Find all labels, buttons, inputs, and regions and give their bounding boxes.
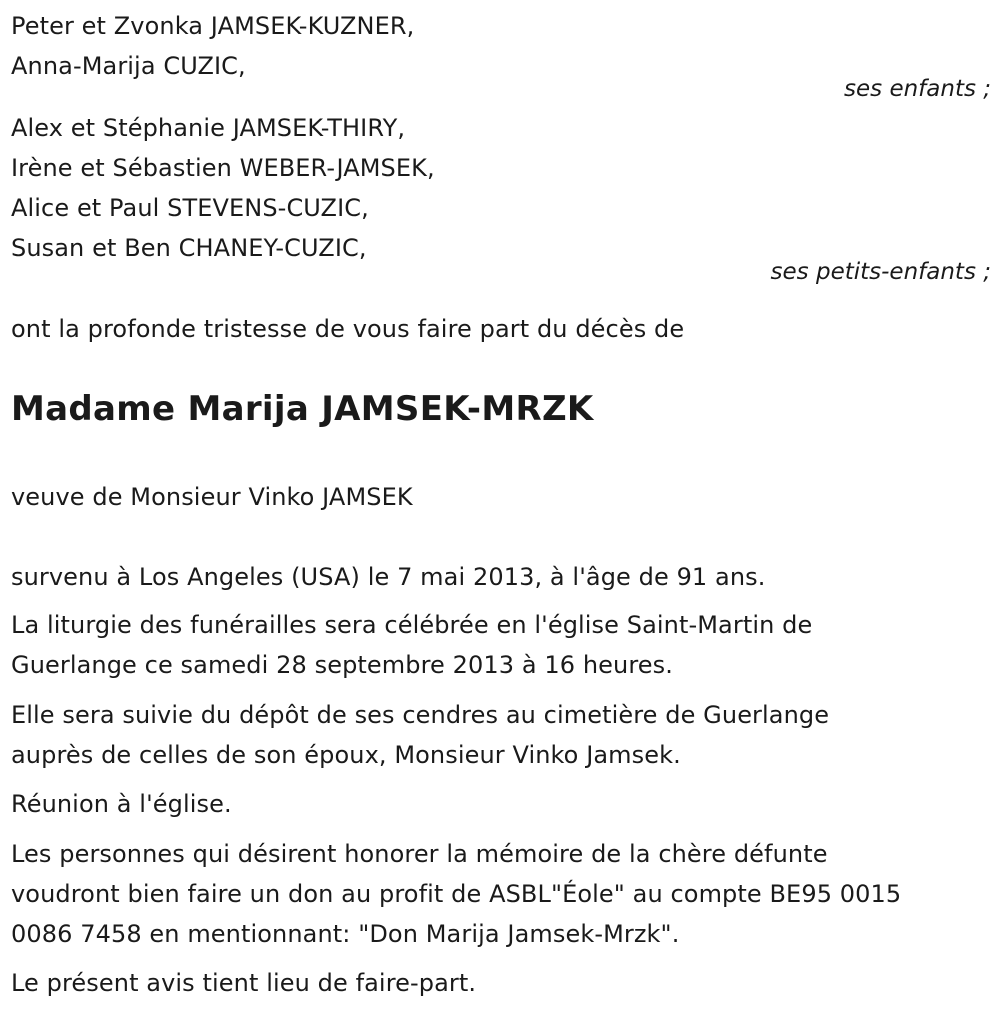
child-line-1: Peter et Zvonka JAMSEK-KUZNER,	[11, 12, 415, 40]
grandchild-line-3: Alice et Paul STEVENS-CUZIC,	[11, 194, 369, 222]
grandchild-line-4: Susan et Ben CHANEY-CUZIC,	[11, 234, 367, 262]
liturgy-line-2: Guerlange ce samedi 28 septembre 2013 à 16 heures.	[11, 651, 673, 679]
children-label: ses enfants ;	[844, 76, 991, 102]
death-details: survenu à Los Angeles (USA) le 7 mai 2013, à l'âge de 91 ans.	[11, 563, 766, 591]
grandchild-line-2: Irène et Sébastien WEBER-JAMSEK,	[11, 154, 435, 182]
obituary-notice	[11, 0, 991, 1019]
donation-line-2: voudront bien faire un don au profit de ASBL"Éole" au compte BE95 0015	[11, 880, 902, 908]
child-line-2: Anna-Marija CUZIC,	[11, 52, 246, 80]
ashes-line-2: auprès de celles de son époux, Monsieur Vinko Jamsek.	[11, 741, 681, 769]
ashes-line-1: Elle sera suivie du dépôt de ses cendres au cimetière de Guerlange	[11, 701, 830, 729]
deceased-name: Madame Marija JAMSEK-MRZK	[11, 389, 594, 429]
grandchildren-label: ses petits-enfants ;	[770, 259, 991, 285]
donation-line-3: 0086 7458 en mentionnant: "Don Marija Jamsek-Mrzk".	[11, 920, 680, 948]
closing-text: Le présent avis tient lieu de faire-part.	[11, 969, 477, 997]
widow-of-text: veuve de Monsieur Vinko JAMSEK	[11, 483, 413, 511]
meeting-text: Réunion à l'église.	[11, 790, 232, 818]
grandchild-line-1: Alex et Stéphanie JAMSEK-THIRY,	[11, 114, 406, 142]
announcement-text: ont la profonde tristesse de vous faire part du décès de	[11, 315, 685, 343]
liturgy-line-1: La liturgie des funérailles sera célébrée en l'église Saint-Martin de	[11, 611, 813, 639]
donation-line-1: Les personnes qui désirent honorer la mémoire de la chère défunte	[11, 840, 828, 868]
